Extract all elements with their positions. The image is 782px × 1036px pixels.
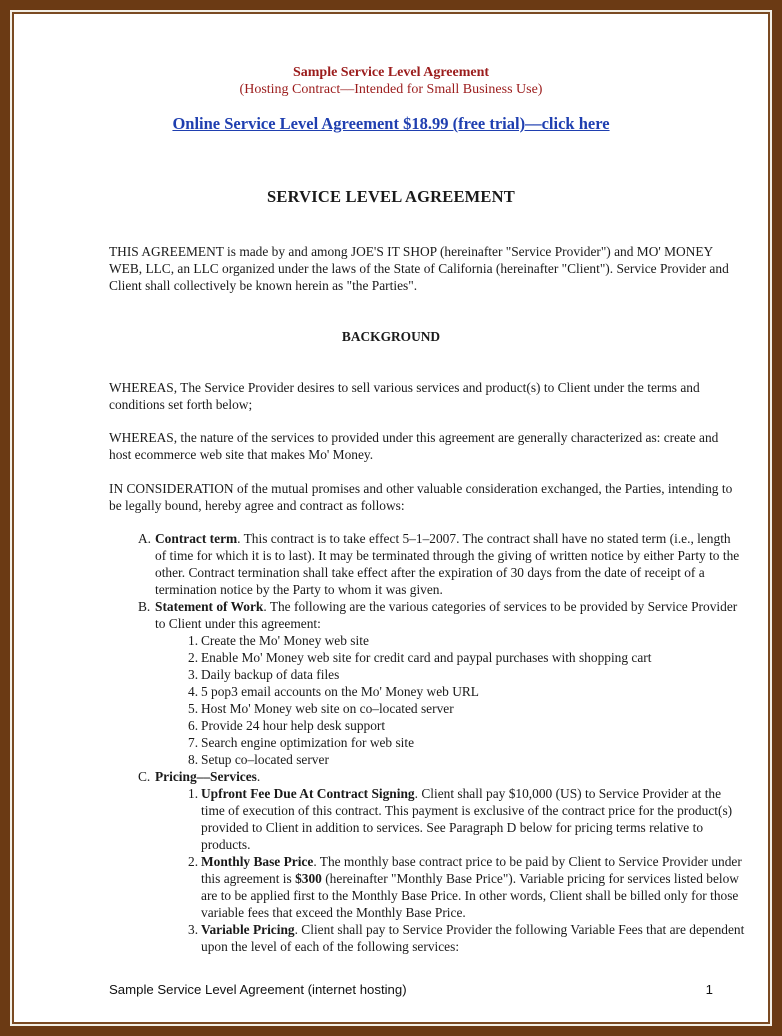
item-text: Enable Mo' Money web site for credit card and paypal purchases with shopping cart	[201, 650, 652, 665]
page-footer	[109, 981, 713, 998]
item-text: . Client shall pay $10,000 (US) to Service Provider at the time of execution of this contract. This payment is exclusive of the contract price for the product(s) provided to Client in addition to services. See Paragraph D below for pricing terms relative to products.	[201, 786, 733, 852]
page-number: 1	[705, 982, 713, 997]
item-heading: Variable Pricing	[201, 922, 295, 937]
item-heading: Monthly Base Price	[201, 854, 314, 869]
item-text: . Client shall pay to Service Provider the following Variable Fees that are dependent upon the level of each of the following services:	[201, 922, 745, 954]
item-heading: Upfront Fee Due At Contract Signing	[201, 786, 415, 801]
promo-link-container	[24, 115, 758, 132]
promo-link[interactable]: Online Service Level Agreement $18.99 (free trial)––click here	[172, 114, 610, 133]
item-marker: 1.	[188, 786, 199, 801]
section-a	[138, 530, 745, 598]
list-item	[188, 921, 745, 955]
item-marker: 6.	[188, 718, 199, 733]
list-item	[188, 734, 745, 751]
item-text: Search engine optimization for web site	[201, 735, 415, 750]
item-marker: 4.	[188, 684, 199, 699]
background-heading: BACKGROUND	[341, 329, 441, 344]
list-item	[188, 683, 745, 700]
item-text: 5 pop3 email accounts on the Mo' Money web URL	[201, 684, 479, 699]
document-page	[24, 24, 758, 1012]
list-item	[188, 700, 745, 717]
pricing-items-list	[155, 785, 745, 955]
section-marker: A.	[138, 531, 152, 546]
list-item	[188, 632, 745, 649]
sections-list	[138, 530, 745, 955]
consideration-paragraph: IN CONSIDERATION of the mutual promises and other valuable consideration exchanged, the Parties, intending to be legally bound, hereby agree and contract as follows:	[109, 481, 733, 513]
work-items-list	[155, 632, 745, 768]
list-item	[188, 649, 745, 666]
item-marker: 8.	[188, 752, 199, 767]
whereas-paragraph-2: WHEREAS, the nature of the services to provided under this agreement are generally characterized as: create and host ecommerce web site that makes Mo' Money.	[109, 430, 719, 462]
section-heading: Pricing––Services	[155, 769, 257, 784]
item-text: (hereinafter "Monthly Base Price"). Variable pricing for services listed below are to be applied first to the Monthly Base Price. In other words, Client shall be billed only for those variable fees that exceed the Monthly Base Price.	[201, 871, 739, 920]
section-marker: B.	[138, 599, 151, 614]
section-text: . The following are the various categories of services to be provided by Service Provider to Client under this agreement:	[155, 599, 738, 631]
header-subtitle: (Hosting Contract––Intended for Small Business Use)	[239, 82, 543, 97]
item-marker: 3.	[188, 667, 199, 682]
list-item	[188, 785, 745, 853]
section-c	[138, 768, 745, 955]
item-text: . The monthly base contract price to be paid by Client to Service Provider under this agreement is	[201, 854, 742, 886]
header-title: Sample Service Level Agreement	[292, 65, 490, 80]
footer-label: Sample Service Level Agreement (internet hosting)	[109, 982, 407, 997]
list-item	[188, 666, 745, 683]
item-marker: 5.	[188, 701, 199, 716]
section-b	[138, 598, 745, 768]
document-title: SERVICE LEVEL AGREEMENT	[267, 187, 515, 206]
item-text: Create the Mo' Money web site	[201, 633, 369, 648]
list-item	[188, 717, 745, 734]
section-text: .	[256, 769, 261, 784]
section-heading: Contract term	[155, 531, 238, 546]
section-heading: Statement of Work	[155, 599, 264, 614]
item-text: Provide 24 hour help desk support	[201, 718, 386, 733]
item-marker: 1.	[188, 633, 199, 648]
item-text: Daily backup of data files	[201, 667, 340, 682]
item-marker: 2.	[188, 854, 199, 869]
price-amount: $300	[295, 871, 322, 886]
intro-paragraph: THIS AGREEMENT is made by and among JOE'S IT SHOP (hereinafter "Service Provider") and MO' MONEY WEB, LLC, an LLC organized under the laws of the State of California (hereinafter "Client"). Service Provider and Client shall collectively be known herein as "the Parties".	[109, 244, 729, 293]
item-text: Host Mo' Money web site on co–located server	[201, 701, 454, 716]
section-marker: C.	[138, 769, 151, 784]
item-text: Setup co–located server	[201, 752, 329, 767]
item-marker: 3.	[188, 922, 199, 937]
list-item	[188, 853, 745, 921]
list-item	[188, 751, 745, 768]
whereas-paragraph-1: WHEREAS, The Service Provider desires to sell various services and product(s) to Client under the terms and conditions set forth below;	[109, 380, 700, 412]
item-marker: 7.	[188, 735, 199, 750]
item-marker: 2.	[188, 650, 199, 665]
section-text: . This contract is to take effect 5–1–2007. The contract shall have no stated term (i.e., length of time for which it is to last). It may be terminated through the giving of written notice by either Party to the other. Contract termination shall take effect after the expiration of 30 days from the date of receipt of a termination notice by the Party to whom it was given.	[155, 531, 740, 597]
